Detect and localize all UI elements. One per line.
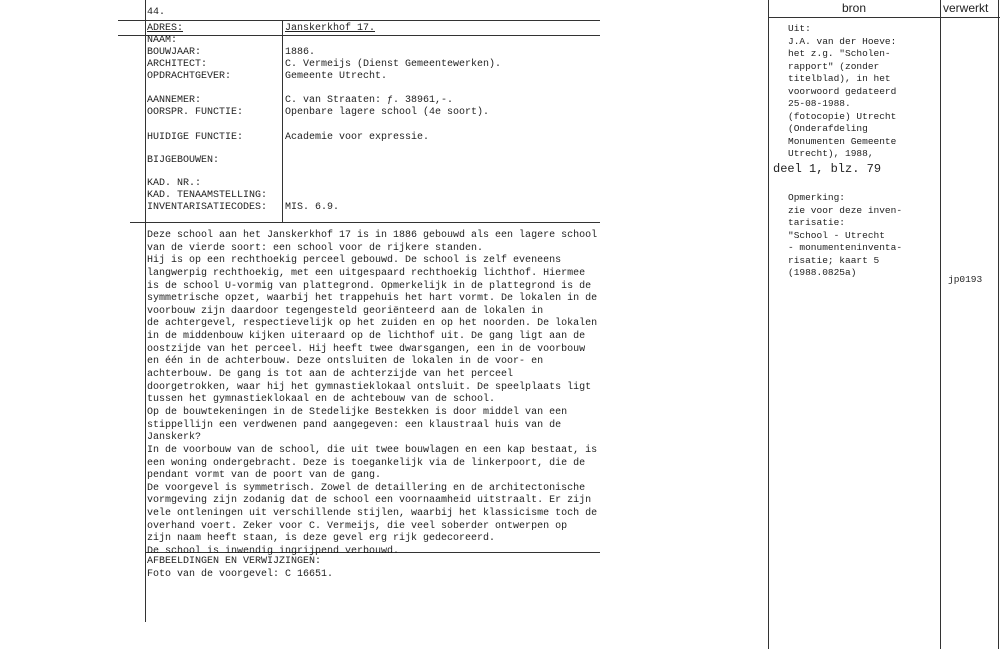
- citation-line: titelblad), in het: [788, 73, 891, 84]
- description-line: van de vierde soort: een school voor de rijkere standen.: [147, 242, 484, 254]
- references-value: Foto van de voorgevel: C 16651.: [147, 569, 334, 580]
- source-right-border: [998, 0, 999, 649]
- description-line: Janskerk?: [147, 432, 202, 444]
- field-value: Janskerkhof 17.: [285, 23, 376, 34]
- field-label: HUIDIGE FUNCTIE:: [147, 132, 244, 143]
- description-line: symmetrische opzet, waarbij het trappehuis het hart vormt. De lokalen in de: [147, 293, 598, 305]
- citation-line: (fotocopie) Utrecht: [788, 110, 897, 122]
- description-line: In de voorbouw van de school, die uit twee bouwlagen en een kap bestaat, is: [147, 444, 598, 456]
- field-value: Academie voor expressie.: [285, 132, 430, 143]
- card-number: 44.: [147, 7, 166, 18]
- description-line: vormgeving zijn zodanig dat de school een voornaamheid uitstraalt. Er zijn: [147, 495, 592, 507]
- field-value: 1886.: [285, 47, 316, 58]
- description-line: en één in de achterbouw. Deze ontsluiten de lokalen in de voor- en: [147, 356, 544, 368]
- field-value: MIS. 6.9.: [285, 202, 340, 213]
- header-bron: bron: [842, 1, 867, 15]
- field-label: KAD. NR.:: [147, 178, 202, 189]
- description-line: vele ontleningen uit verschillende stijlen, waarbij het klassicisme toch de: [147, 508, 598, 520]
- citation-line: 25-08-1988.: [788, 98, 851, 109]
- description-line: De school is inwendig ingrijpend verbouwd.: [147, 546, 400, 558]
- remark-line: "School - Utrecht: [788, 229, 885, 241]
- card-left-border: [145, 0, 146, 622]
- references-label: AFBEELDINGEN EN VERWIJZINGEN:: [147, 556, 322, 567]
- remark-line: zie voor deze inven-: [788, 204, 903, 216]
- source-remark: [788, 192, 902, 280]
- source-deel: deel 1, blz. 79: [773, 162, 882, 176]
- description-line: Hij is op een rechthoekig perceel gebouwd. De school is zelf eveneens: [147, 255, 562, 267]
- description-line: pendant vormt van de poort van de gang.: [147, 470, 382, 482]
- source-divider: [940, 0, 941, 649]
- address-rule: [118, 35, 600, 36]
- description-line: een woning ondergebracht. Deze is toegankelijk via de linkerpoort, die de: [147, 457, 586, 469]
- remark-line: - monumenteninventa-: [788, 242, 903, 253]
- description-line: in de middenbouw kijken uiteraard op de lichthof uit. De gang ligt aan de: [147, 331, 586, 343]
- field-label: ADRES:: [147, 23, 184, 34]
- remark-line: tarisatie:: [788, 217, 846, 228]
- card-column-divider: [282, 20, 283, 222]
- remark-line: risatie; kaart 5: [788, 254, 880, 266]
- source-citation: [788, 23, 896, 161]
- field-label: OORSPR. FUNCTIE:: [147, 107, 244, 118]
- card-top-rule: [118, 20, 600, 21]
- description-line: doorgetrokken, waar hij het gymnastieklokaal ontsluit. De speelplaats ligt: [147, 381, 592, 393]
- citation-line: voorwoord gedateerd: [788, 85, 897, 97]
- description-line: Deze school aan het Janskerkhof 17 is in 1886 gebouwd als een lagere school: [147, 230, 598, 241]
- field-label: BOUWJAAR:: [147, 47, 202, 58]
- description-line: de achtergevel, respectievelijk op het zuiden en op het noorden. De lokalen: [147, 318, 598, 330]
- field-value: C. van Straaten: ƒ. 38961,-.: [285, 95, 454, 106]
- field-label: INVENTARISATIECODES:: [147, 202, 268, 213]
- field-label: NAAM:: [147, 35, 178, 46]
- card-fields-bottom-rule: [130, 222, 600, 223]
- field-value: C. Vermeijs (Dienst Gemeentewerken).: [285, 59, 502, 70]
- description-line: is de school U-vormig van plattegrond. Opmerkelijk in de plattegrond is de: [147, 280, 592, 292]
- header-verwerkt: verwerkt: [943, 1, 989, 15]
- field-value: Openbare lagere school (4e soort).: [285, 107, 490, 118]
- description-line: De voorgevel is symmetrisch. Zowel de detaillering en de architectonische: [147, 482, 586, 494]
- field-label: KAD. TENAAMSTELLING:: [147, 190, 268, 201]
- remark-line: Opmerking:: [788, 192, 846, 203]
- citation-line: Uit:: [788, 23, 811, 34]
- field-label: OPDRACHTGEVER:: [147, 71, 232, 82]
- citation-line: (Onderafdeling: [788, 123, 868, 134]
- field-label: ARCHITECT:: [147, 59, 208, 70]
- description-line: voorbouw zijn daardoor tegengesteld georiënteerd aan de lokalen in: [147, 305, 544, 317]
- field-value: Gemeente Utrecht.: [285, 71, 388, 82]
- description-text: [147, 230, 597, 559]
- citation-line: J.A. van der Hoeve:: [788, 35, 897, 47]
- description-line: stippellijn een verdwenen pand aangegeven: een klaustraal huis van de: [147, 419, 562, 431]
- source-left-border: [768, 0, 769, 649]
- field-label: BIJGEBOUWEN:: [147, 155, 220, 166]
- description-line: zijn naam heeft staan, is deze gevel erg rijk gedecoreerd.: [147, 533, 496, 545]
- description-line: tussen het gymnastieklokaal en de achtebouw van de school.: [147, 394, 496, 406]
- description-line: langwerpig rechthoekig, met een uitgespaard rechthoekig lichthof. Hiermee: [147, 267, 586, 279]
- description-line: oostzijde van het perceel. Hij heeft twee dwarsgangen, een in de voorbouw: [147, 343, 586, 355]
- citation-line: Utrecht), 1988,: [788, 148, 874, 159]
- citation-line: rapport" (zonder: [788, 60, 880, 72]
- citation-line: Monumenten Gemeente: [788, 135, 897, 147]
- source-header-rule: [768, 17, 1000, 18]
- description-line: achterbouw. De gang is tot aan de achterzijde van het perceel: [147, 369, 514, 381]
- citation-line: het z.g. "Scholen-: [788, 48, 891, 59]
- verwerkt-code: jp0193: [948, 274, 983, 285]
- description-line: Op de bouwtekeningen in de Stedelijke Bestekken is door middel van een: [147, 406, 568, 418]
- description-line: overhand voert. Zeker voor C. Vermeijs, die veel soberder ontwerpen op: [147, 520, 568, 532]
- field-label: AANNEMER:: [147, 95, 202, 106]
- remark-line: (1988.0825a): [788, 267, 857, 278]
